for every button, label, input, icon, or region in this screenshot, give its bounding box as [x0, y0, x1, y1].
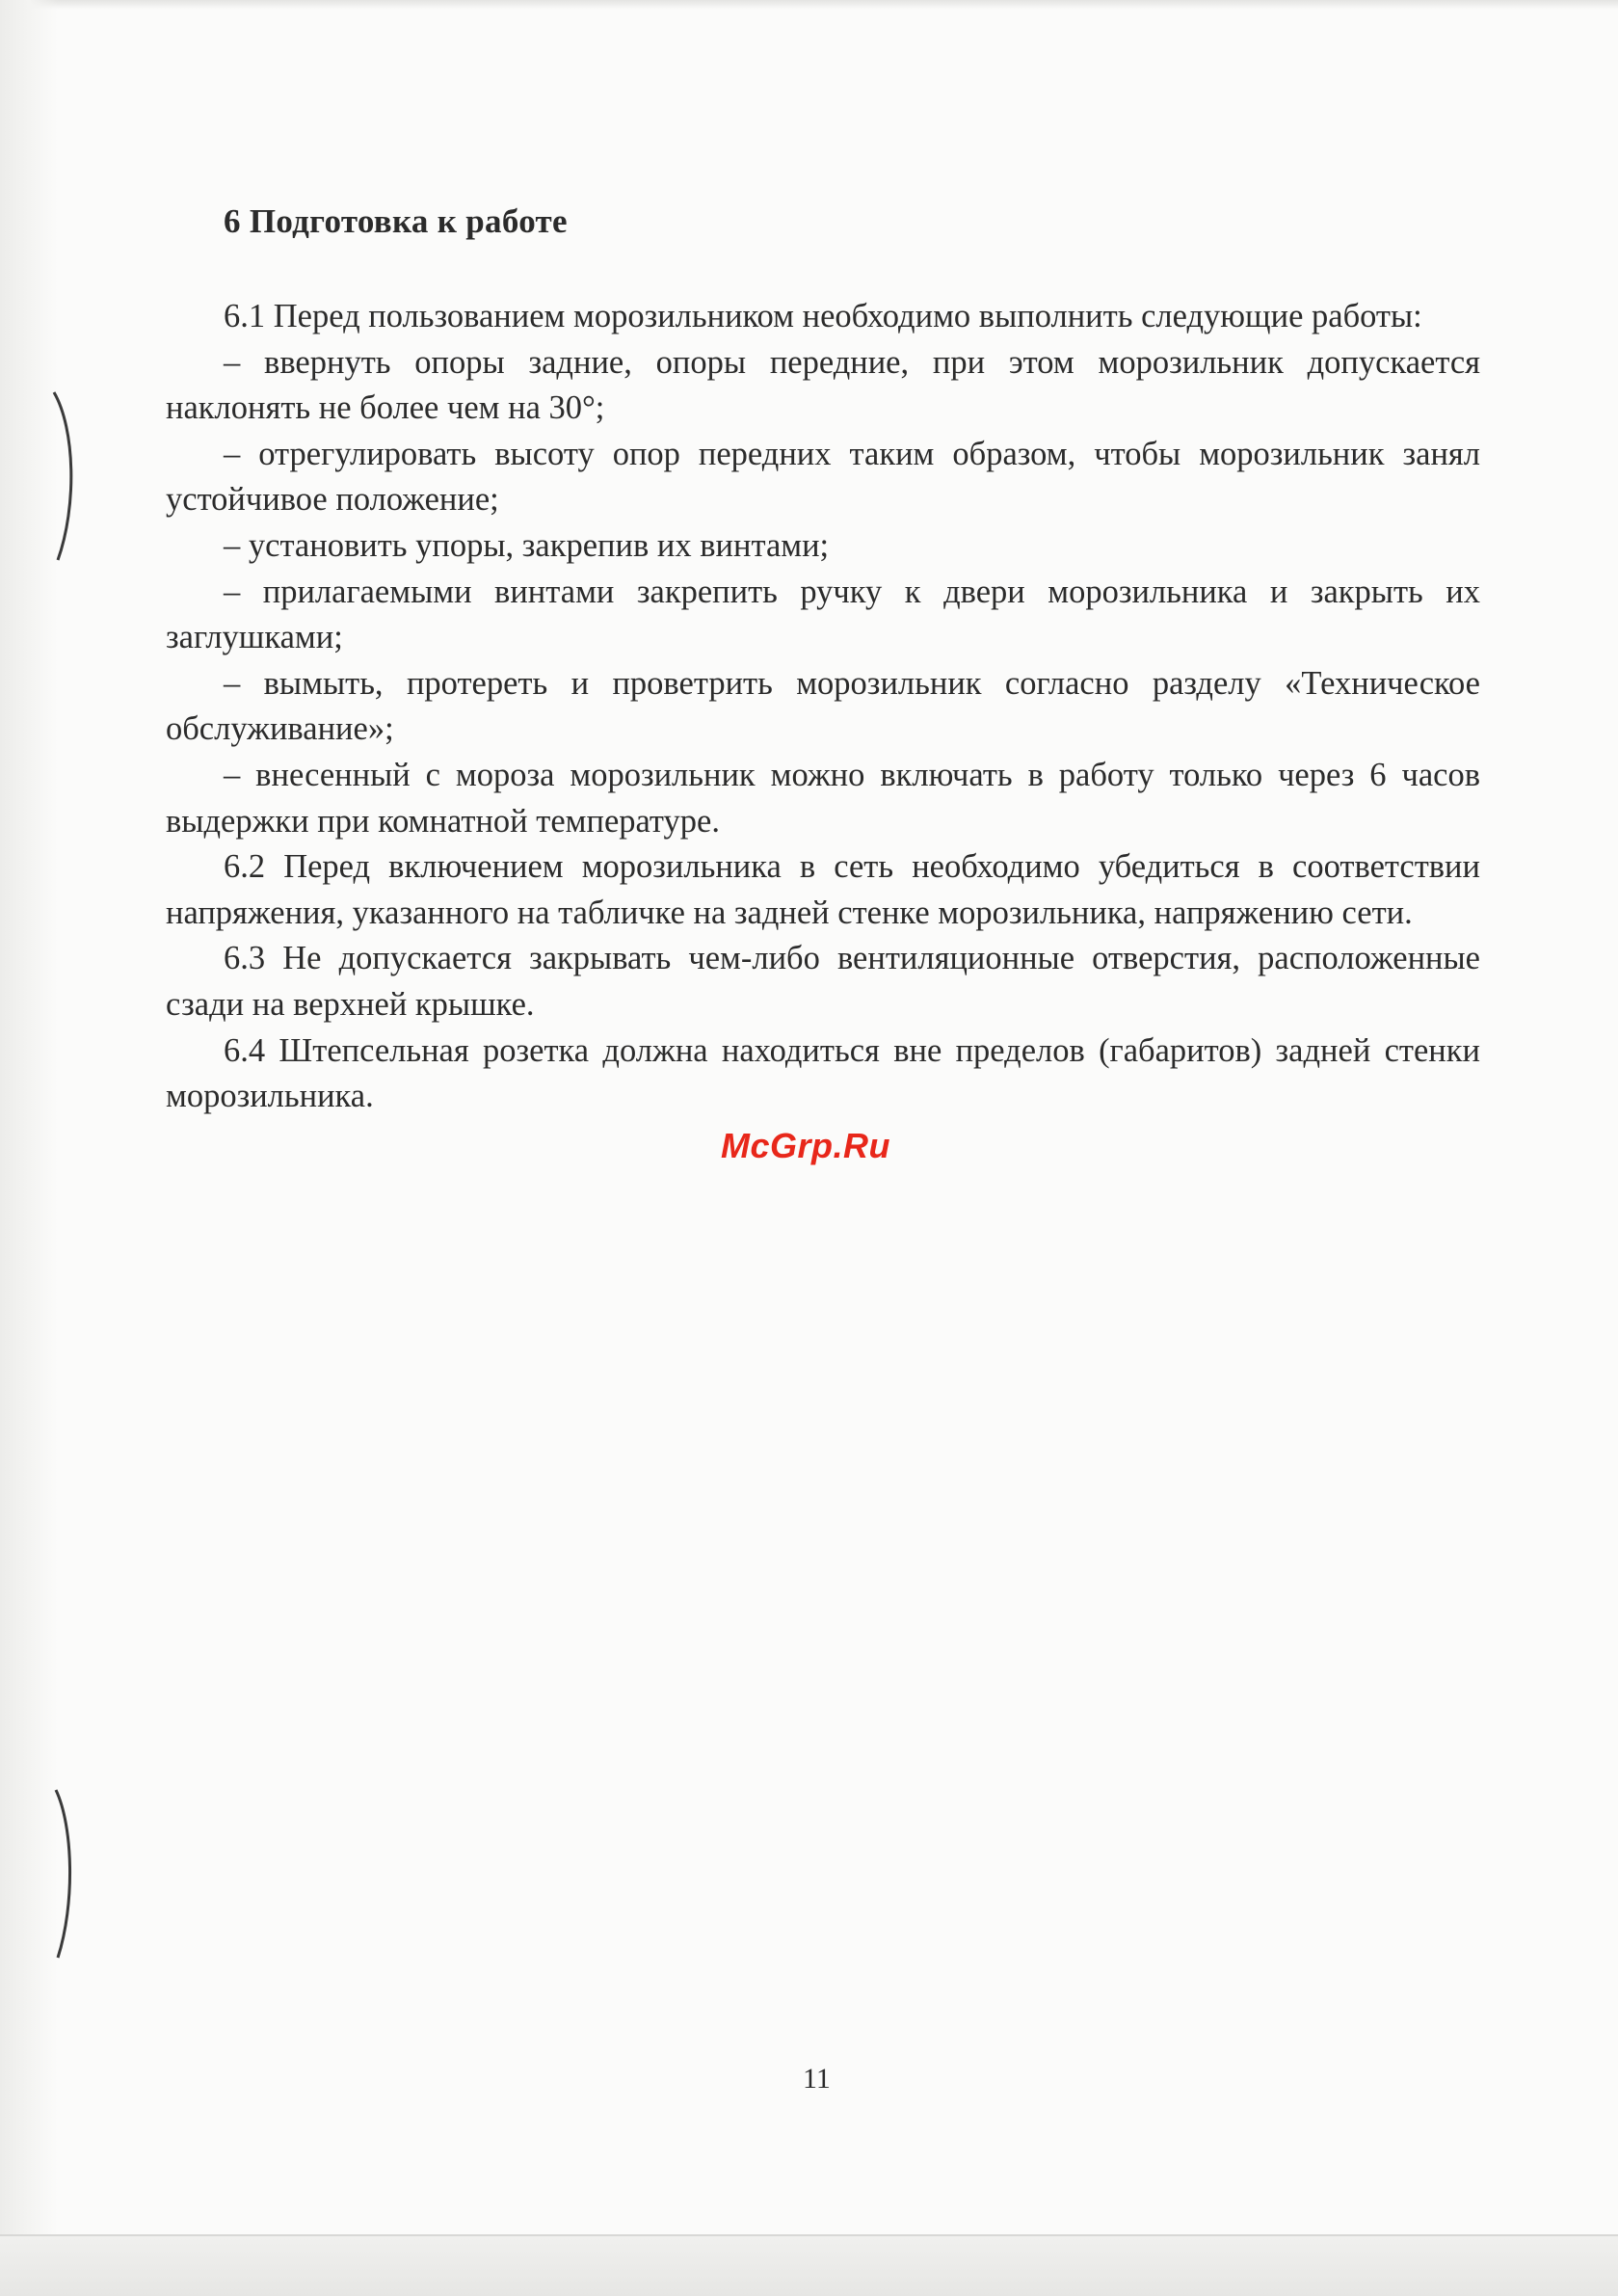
- list-item-warm-up: – внесенный с мороза морозильник можно включать в работу только через 6 часов выдержки при комнатной температуре.: [166, 756, 1480, 840]
- section-title: 6 Подготовка к работе: [224, 202, 568, 240]
- watermark: McGrp.Ru: [721, 1126, 891, 1165]
- document-body: [166, 198, 1480, 1120]
- list-item-supports: – ввернуть опоры задние, опоры передние, при этом морозильник допускается наклонять не более чем на 30°;: [166, 343, 1480, 427]
- binding-mark-upper: [46, 390, 85, 564]
- list-item-adjust-height: – отрегулировать высоту опор передних таким образом, чтобы морозильник занял устойчивое положение;: [166, 435, 1480, 519]
- paragraph-6-2: 6.2 Перед включением морозильника в сеть необходимо убедиться в соответствии напряжения, указанного на табличке на задней стенке морозильника, напряжению сети.: [166, 848, 1480, 931]
- page-number: 11: [803, 2063, 831, 2095]
- list-item-handle: – прилагаемыми винтами закрепить ручку к двери морозильника и закрыть их заглушками;: [166, 573, 1480, 656]
- scan-edge-bottom: [0, 2234, 1618, 2296]
- paragraph-6-3: 6.3 Не допускается закрывать чем-либо вентиляционные отверстия, расположенные сзади на верхней крышке.: [166, 940, 1480, 1023]
- list-item-stops: – установить упоры, закрепив их винтами;: [224, 526, 830, 564]
- paragraph-6-1: 6.1 Перед пользованием морозильником необходимо выполнить следующие работы:: [224, 298, 1422, 334]
- scan-edge-top: [0, 0, 1618, 10]
- list-item-clean: – вымыть, протереть и проветрить морозильник согласно разделу «Техническое обслуживание»;: [166, 664, 1480, 748]
- paragraph-6-4: 6.4 Штепсельная розетка должна находиться вне пределов (габаритов) задней стенки морозильника.: [166, 1031, 1480, 1115]
- binding-mark-lower: [46, 1788, 85, 1962]
